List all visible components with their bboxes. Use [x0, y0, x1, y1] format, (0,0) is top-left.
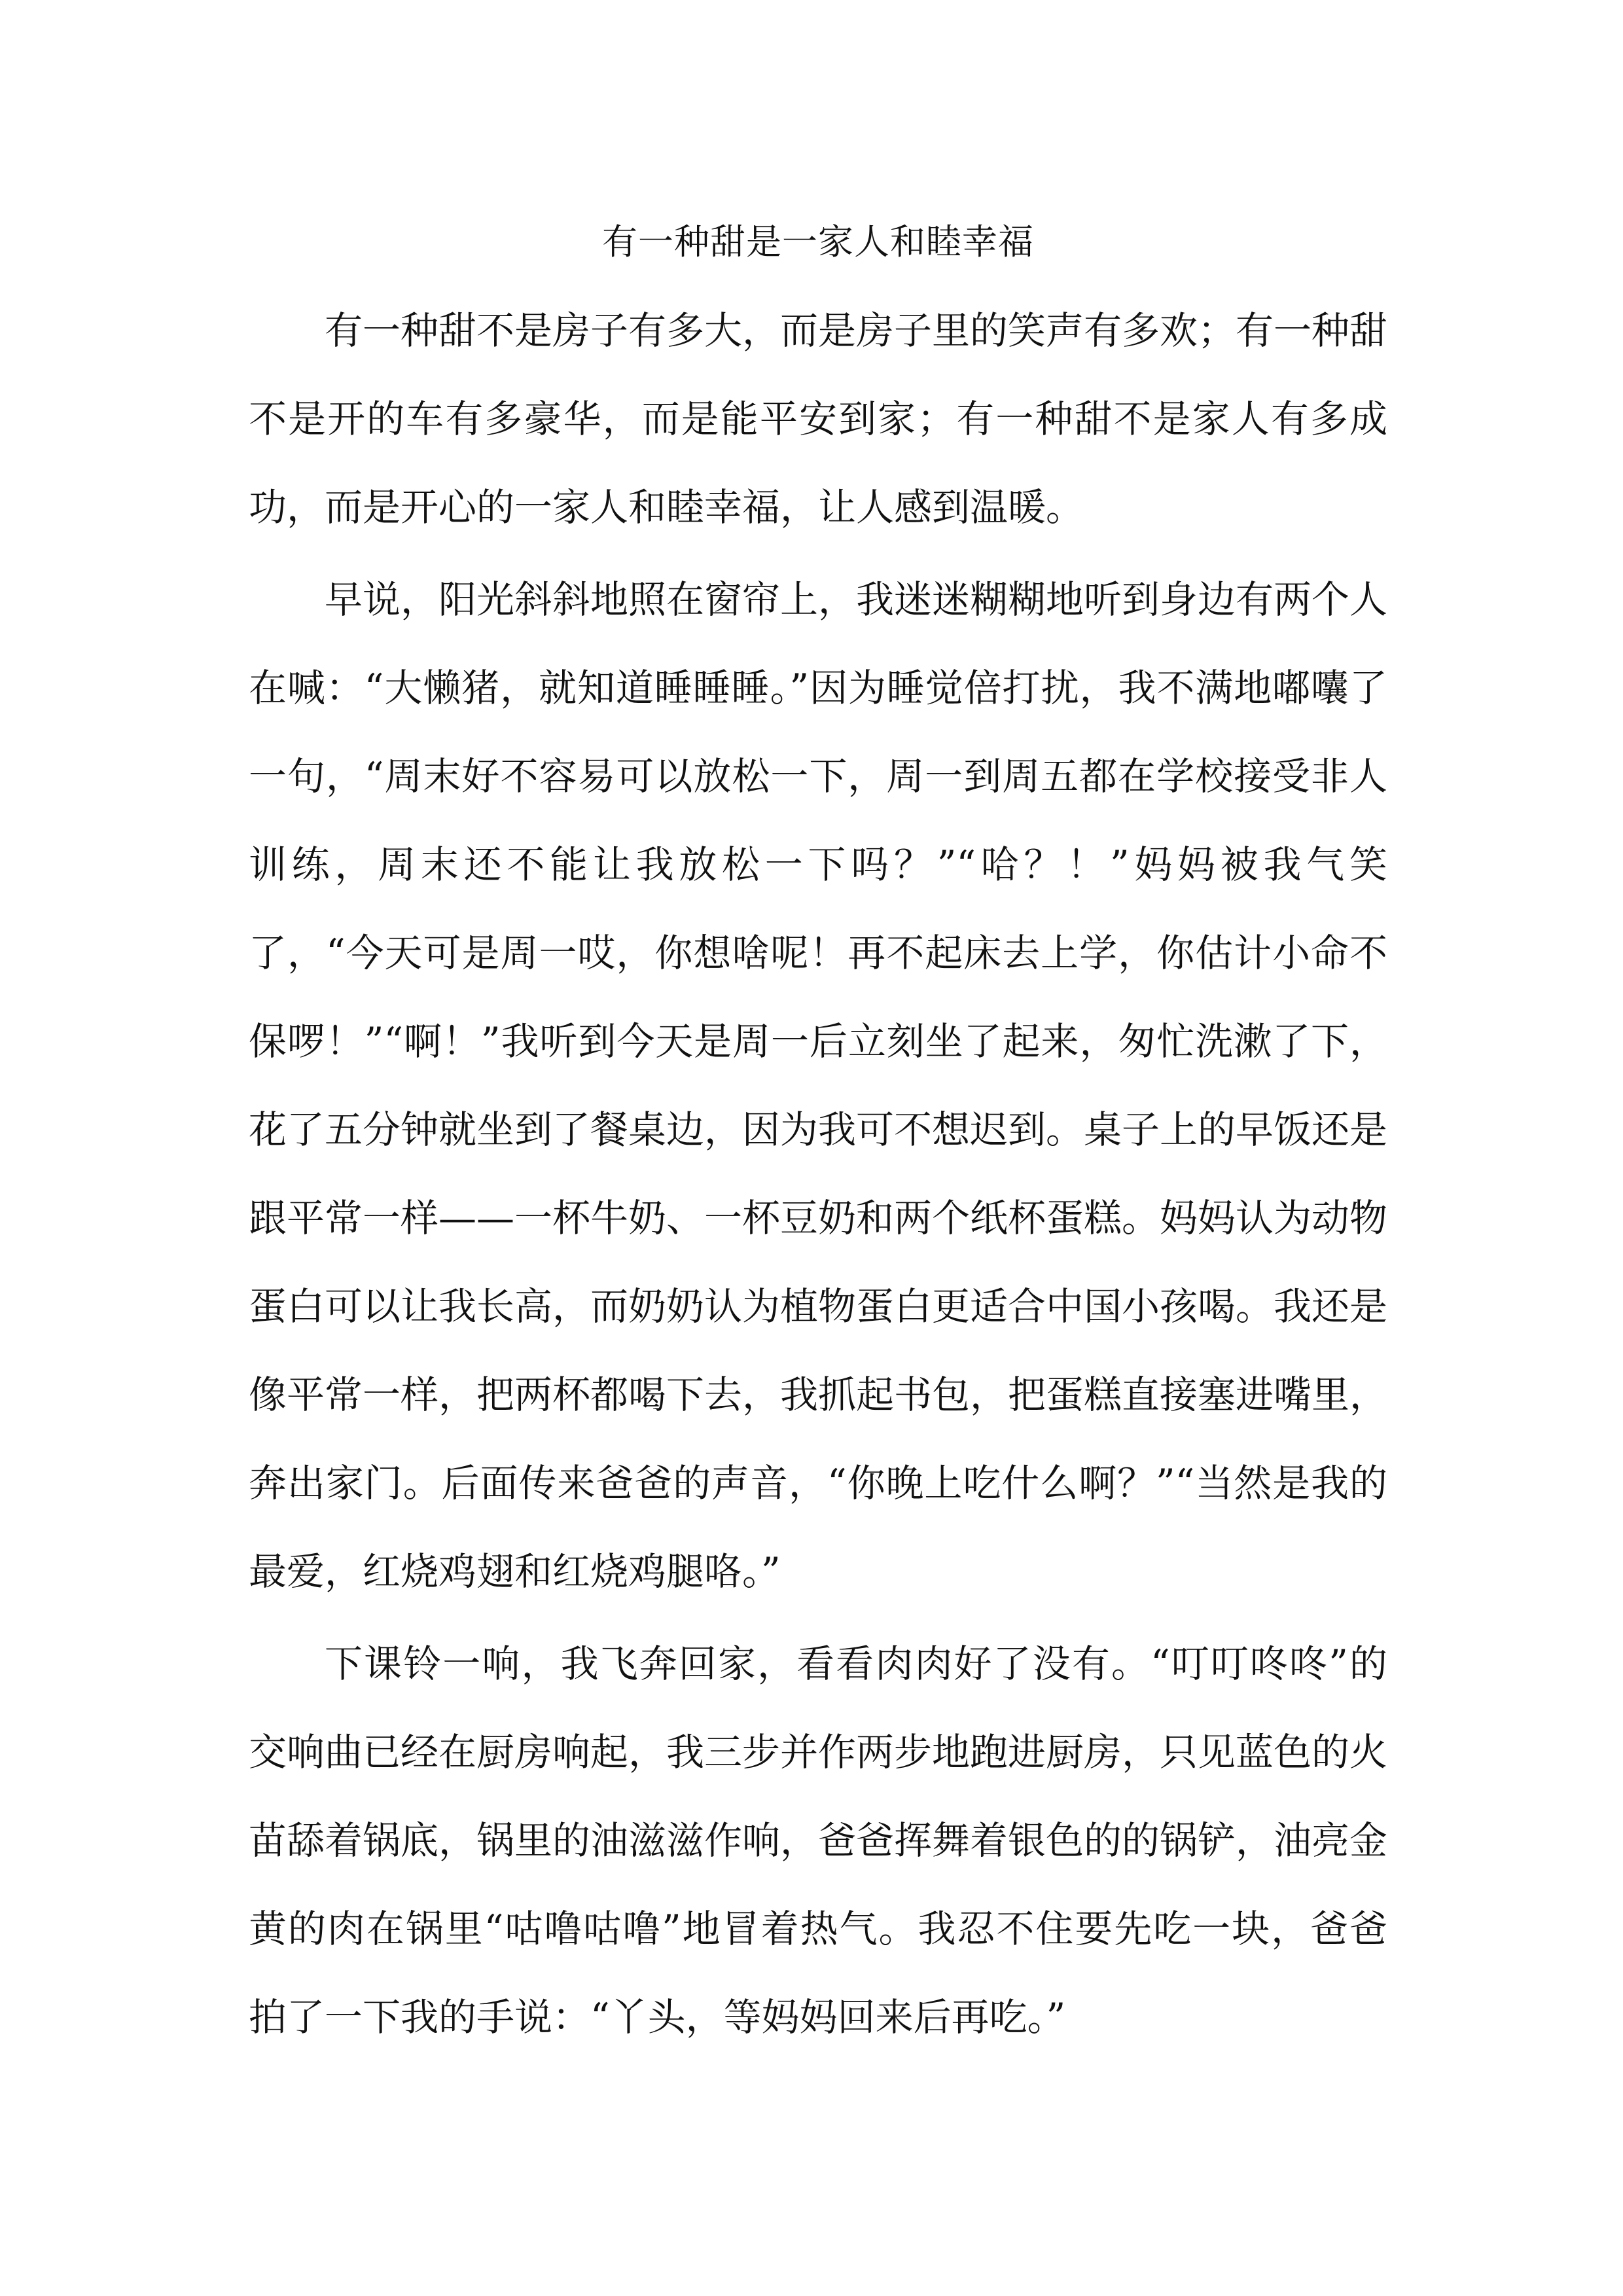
document-page [249, 216, 1387, 2062]
paragraph-1: 有一种甜不是房子有多大，而是房子里的笑声有多欢；有一种甜不是开的车有多豪华，而是能平安到家；有一种甜不是家人有多成功，而是开心的一家人和睦幸福，让人感到温暖。 [249, 308, 1388, 529]
paragraph-3: 下课铃一响，我飞奔回家，看看肉肉好了没有。“叮叮咚咚”的交响曲已经在厨房响起，我三步并作两步地跑进厨房，只见蓝色的火苗舔着锅底，锅里的油滋滋作响，爸爸挥舞着银色的的锅铲，油亮金黄的肉在锅里“咕噜咕噜”地冒着热气。我忍不住要先吃一块，爸爸拍了一下我的手说：“丫头，等妈妈回来后再吃。” [249, 1641, 1388, 2039]
document-title: 有一种甜是一家人和睦幸福 [602, 221, 1034, 262]
paragraph-2: 早说，阳光斜斜地照在窗帘上，我迷迷糊糊地听到身边有两个人在喊：“大懒猪，就知道睡睡睡。”因为睡觉倍打扰，我不满地嘟囔了一句，“周末好不容易可以放松一下，周一到周五都在学校接受非人训练，周末还不能让我放松一下吗？”“哈？！”妈妈被我气笑了，“今天可是周一哎，你想啥呢！再不起床去上学，你估计小命不保啰！”“啊！”我听到今天是周一后立刻坐了起来，匆忙洗漱了下，花了五分钟就坐到了餐桌边，因为我可不想迟到。桌子上的早饭还是跟平常一样——一杯牛奶、一杯豆奶和两个纸杯蛋糕。妈妈认为动物蛋白可以让我长高，而奶奶认为植物蛋白更适合中国小孩喝。我还是像平常一样，把两杯都喝下去，我抓起书包，把蛋糕直接塞进嘴里，奔出家门。后面传来爸爸的声音，“你晚上吃什么啊？”“当然是我的最爱，红烧鸡翅和红烧鸡腿咯。” [249, 577, 1388, 1594]
